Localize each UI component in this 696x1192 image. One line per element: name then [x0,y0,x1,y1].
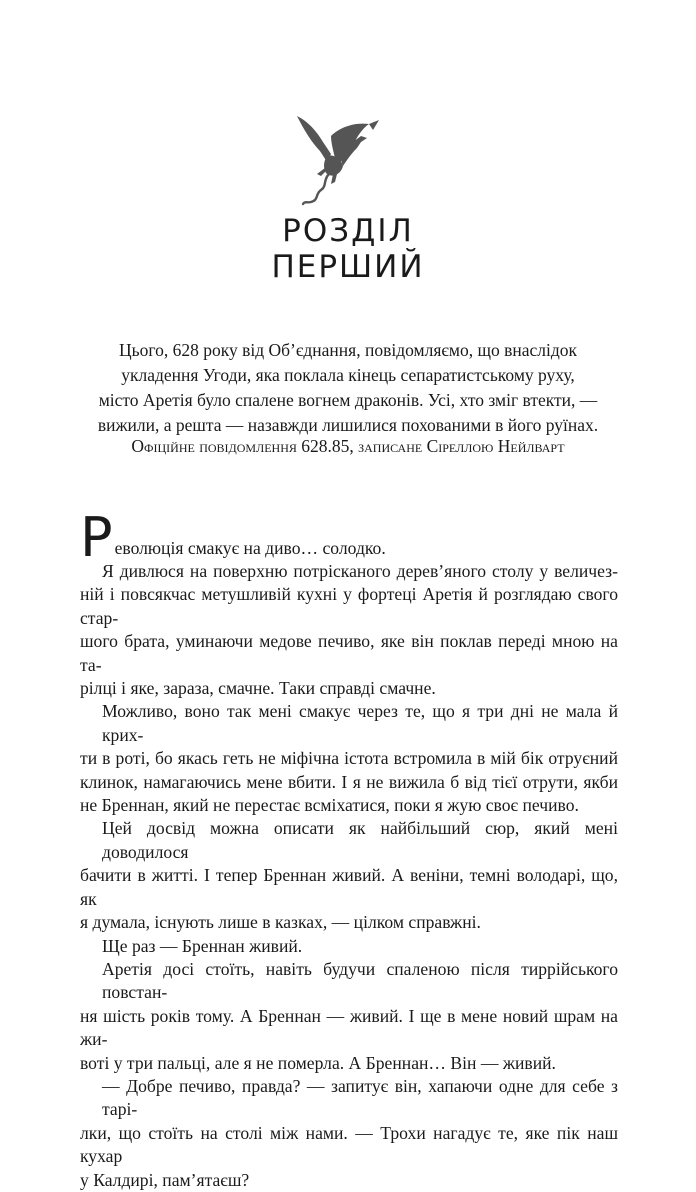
epigraph-attribution: Офіційне повідомлення 628.85, записане Сіреллою Нейлварт [131,436,565,456]
opening-line [80,506,618,569]
chapter-title-line2: ПЕРШИЙ [271,249,425,285]
paragraph-line: бачити в житті. І тепер Бреннан живий. А веніни, темні володарі, що, як [80,865,618,909]
drop-cap: Р [80,506,113,569]
paragraph-line: шого брата, уминаючи медове печиво, яке він поклав переді мною на та- [80,631,618,675]
epigraph [60,338,636,438]
paragraph-line: Я дивлюся на поверхню потрісканого дерев’яного столу у величез- [102,561,618,581]
dragon-icon [287,108,389,208]
paragraph-line: рілці і яке, зараза, смачне. Таки справді смачне. [80,678,436,699]
paragraph-line: клинок, намагаючись мене вбити. І я не вижила б від тієї отрути, якби [80,771,618,792]
paragraph-line: Ще раз — Бреннан живий. [102,935,303,956]
paragraph-line: ти в роті, бо якась геть не міфічна істота встромила в мій бік отруєний [80,748,618,769]
chapter-title [0,213,696,285]
paragraph-line: не Бреннан, який не перестає всміхатися, поки я жую своє печиво. [80,795,579,816]
epigraph-line: місто Аретія було спалене вогнем драконів. Усі, хто зміг втекти, — [98,390,598,410]
chapter-title-line1: РОЗДІЛ [282,213,414,249]
paragraph-line: — Добре печиво, правда? — запитує він, хапаючи одне для себе з тарі- [102,1075,618,1120]
paragraph-line: Можливо, воно так мені смакує через те, що я три дні не мала й крих- [102,701,618,745]
paragraph-line: ній і повсякчас метушливій кухні у фортеці Аретія й розглядаю свого стар- [80,584,618,628]
paragraph-line: Аретія досі стоїть, навіть будучи спаленою після тиррійського повстан- [102,958,618,1003]
epigraph-line: вижили, а решта — назавжди лишилися похованими в його руїнах. [97,415,599,435]
epigraph-line: Цього, 628 року від Об’єднання, повідомляємо, що внаслідок [119,340,577,360]
epigraph-line: укладення Угоди, яка поклала кінець сепаратистському руху, [121,365,575,385]
paragraph-line: воті у три пальці, але я не померла. А Бреннан… Він — живий. [80,1052,556,1073]
chapter-body [80,506,618,1192]
paragraph-line: у Калдирі, пам’ятаєш? [80,1169,250,1190]
opening-line-text: еволюція смакує на диво… солодко. [114,537,386,558]
paragraph-line: Цей досвід можна описати як найбільший сюр, який мені доводилося [102,818,618,862]
paragraph-line: лки, що стоїть на столі між нами. — Трохи нагадує те, яке пік наш кухар [80,1122,618,1167]
paragraph-line: ня шість років тому. А Бреннан — живий. І ще в мене новий шрам на жи- [80,1005,618,1050]
paragraph-line: я думала, існують лише в казках, — цілком справжні. [80,912,481,933]
